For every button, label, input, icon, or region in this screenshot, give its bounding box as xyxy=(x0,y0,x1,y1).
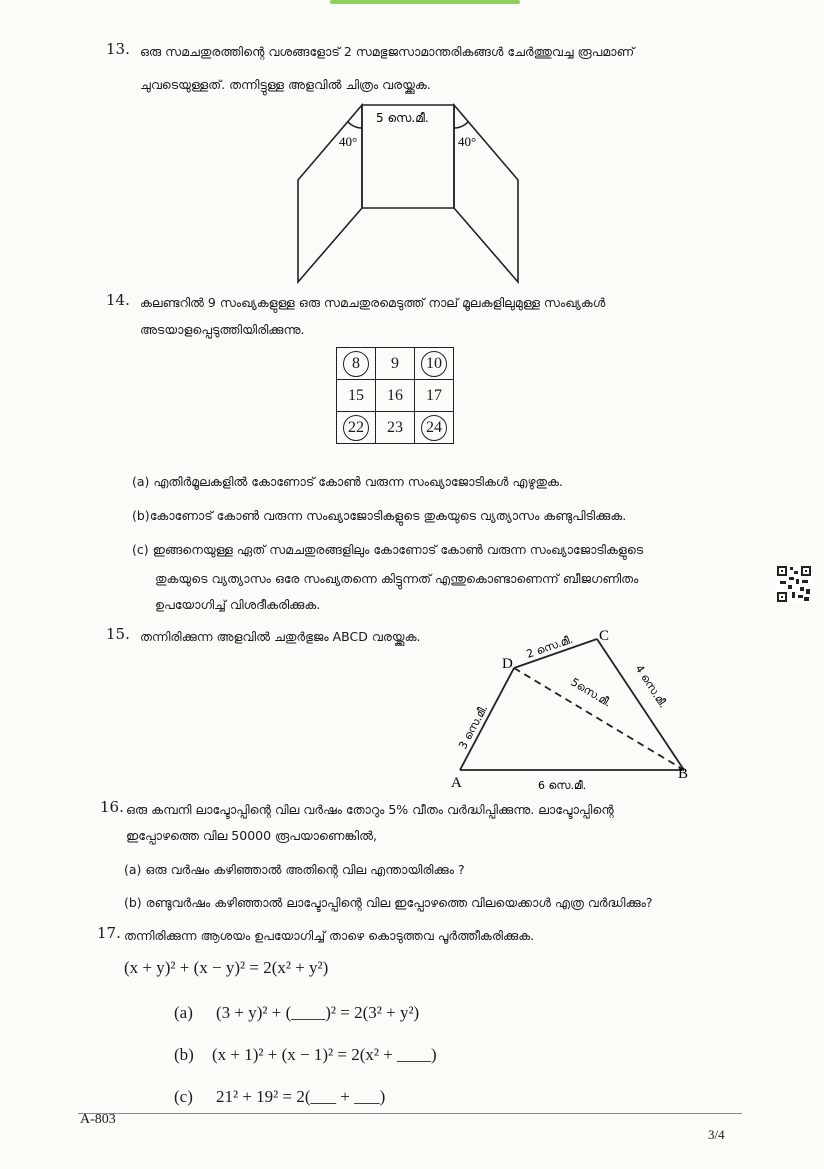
footer-code: A-803 xyxy=(80,1112,116,1127)
q14-text-line1: കലണ്ടറിൽ 9 സംഖ്യകളുള്ള ഒരു സമചതുരമെടുത്ത് നാല് മൂലകളിലുമുള്ള സംഖ്യകൾ xyxy=(140,295,606,310)
grid-cell: 15 xyxy=(337,380,376,412)
q17-part-a-expr: (3 + y)² + (____)² = 2(3² + y²) xyxy=(216,1003,420,1022)
q15-text: തന്നിരിക്കുന്ന അളവിൽ ചതുർഭുജം ABCD വരയ്ക്കുക. xyxy=(140,629,421,644)
vertex-d: D xyxy=(502,656,513,672)
q16-number: 16. xyxy=(100,798,124,816)
q13-number: 13. xyxy=(106,40,130,58)
q17-number: 17. xyxy=(97,924,121,942)
label-dc: 2 സെ.മീ. xyxy=(524,632,575,661)
label-db: 5സെ.മീ. xyxy=(568,675,614,710)
q13-text-line2: ചുവടെയുള്ളത്. തന്നിട്ടുള്ള അളവിൽ ചിത്രം വരയ്ക്കുക. xyxy=(140,77,431,92)
q15-quadrilateral-figure xyxy=(440,622,700,797)
q13-angle-arc-left xyxy=(348,122,362,128)
vertex-a: A xyxy=(451,775,462,791)
q14-number: 14. xyxy=(106,291,130,309)
top-color-strip xyxy=(330,0,520,4)
q13-side-label: 5 സെ.മീ. xyxy=(376,111,429,125)
label-cb: 4 സെ.മീ. xyxy=(632,662,670,711)
q13-figure xyxy=(290,100,530,290)
q13-left-rhombus xyxy=(298,105,362,282)
vertex-b: B xyxy=(678,766,689,782)
q13-angle-left: 40° xyxy=(339,134,358,149)
label-ad: 3 സെ.മീ. xyxy=(456,702,491,752)
qr-code xyxy=(776,565,812,603)
q16-text-line1: ഒരു കമ്പനി ലാപ്ടോപ്പിന്റെ വില വർഷം തോറും 5% വീതം വർദ്ധിപ്പിക്കുന്നു. ലാപ്ടോപ്പിന്റെ xyxy=(126,802,614,817)
q13-angle-arc-right xyxy=(454,122,468,128)
q16-text-line2: ഇപ്പോഴത്തെ വില 50000 രൂപയാണെങ്കിൽ, xyxy=(126,828,377,843)
side-da xyxy=(460,668,514,770)
q16-part-b: (b) രണ്ടുവർഷം കഴിഞ്ഞാൽ ലാപ്ടോപ്പിന്റെ വില ഇപ്പോഴത്തെ വിലയെക്കാൾ എത്ര വർദ്ധിക്കും? xyxy=(124,895,653,910)
side-bc xyxy=(597,639,684,770)
grid-cell-corner: 24 xyxy=(415,412,454,444)
grid-cell-corner: 10 xyxy=(415,348,454,380)
q17-part-a-label: (a) xyxy=(174,1003,193,1022)
grid-cell: 23 xyxy=(376,412,415,444)
q17-identity: (x + y)² + (x − y)² = 2(x² + y²) xyxy=(124,958,329,977)
q14-part-c-line1: (c) ഇങ്ങനെയുള്ള ഏത് സമചതുരങ്ങളിലും കോണോട് കോൺ വരുന്ന സംഖ്യാജോടികളുടെ xyxy=(132,542,644,557)
calendar-grid xyxy=(336,347,454,444)
q17-text: തന്നിരിക്കുന്ന ആശയം ഉപയോഗിച്ച് താഴെ കൊടുത്തവ പൂർത്തീകരിക്കുക. xyxy=(124,928,535,943)
q17-part-c-label: (c) xyxy=(174,1087,193,1106)
grid-cell: 9 xyxy=(376,348,415,380)
grid-cell-corner: 22 xyxy=(337,412,376,444)
q14-part-b: (b)കോണോട് കോൺ വരുന്ന സംഖ്യാജോടികളുടെ തുകയുടെ വ്യത്യാസം കണ്ടുപിടിക്കുക. xyxy=(132,508,627,523)
q15-number: 15. xyxy=(106,625,130,643)
q13-text-line1: ഒരു സമചതുരത്തിന്റെ വശങ്ങളോട് 2 സമഭുജസാമാന്തരികങ്ങൾ ചേർത്തുവച്ച രൂപമാണ് xyxy=(140,44,635,59)
q13-right-rhombus xyxy=(454,105,518,282)
grid-cell: 17 xyxy=(415,380,454,412)
vertex-c: C xyxy=(599,628,610,644)
q14-part-c-line3: ഉപയോഗിച്ച് വിശദീകരിക്കുക. xyxy=(155,597,321,612)
footer-page-number: 3/4 xyxy=(708,1127,725,1142)
grid-cell-corner: 8 xyxy=(337,348,376,380)
q17-part-c-expr: 21² + 19² = 2(___ + ___) xyxy=(216,1087,386,1106)
q17-part-b-expr: (x + 1)² + (x − 1)² = 2(x² + ____) xyxy=(212,1045,437,1064)
q13-angle-right: 40° xyxy=(458,134,477,149)
q14-text-line2: അടയാളപ്പെടുത്തിയിരിക്കുന്നു. xyxy=(140,322,305,337)
footer-rule xyxy=(78,1113,742,1114)
grid-cell: 16 xyxy=(376,380,415,412)
q16-part-a: (a) ഒരു വർഷം കഴിഞ്ഞാൽ അതിന്റെ വില എന്തായിരിക്കും ? xyxy=(124,862,465,877)
q17-part-b-label: (b) xyxy=(174,1045,194,1064)
q14-part-c-line2: തുകയുടെ വ്യത്യാസം ഒരേ സംഖ്യതന്നെ കിട്ടുന്നത് എന്തുകൊണ്ടാണെന്ന് ബീജഗണിതം xyxy=(155,571,639,586)
diagonal-db xyxy=(514,668,684,770)
label-ab: 6 സെ.മീ. xyxy=(538,779,587,792)
q14-part-a: (a) എതിർമൂലകളിൽ കോണോട് കോൺ വരുന്ന സംഖ്യാജോടികൾ എഴുതുക. xyxy=(132,474,563,489)
